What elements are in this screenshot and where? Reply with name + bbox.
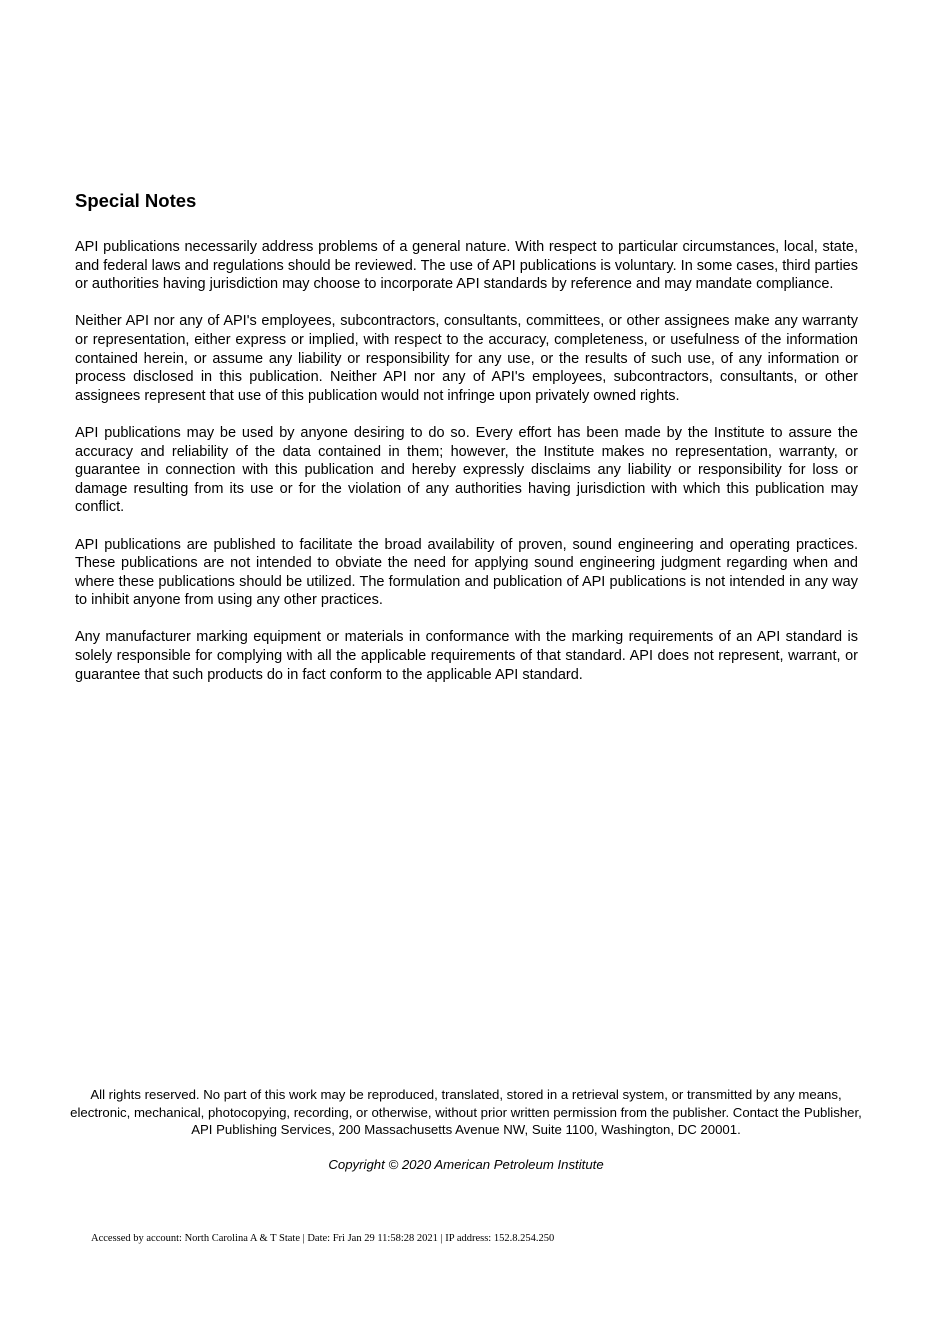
access-stamp: Accessed by account: North Carolina A & T State | Date: Fri Jan 29 11:58:28 2021 | IP address: 152.8.254.250	[91, 1233, 555, 1244]
paragraph: Neither API nor any of API's employees, subcontractors, consultants, committees, or other assignees make any warranty or representation, either express or implied, with respect to the accuracy, completeness, or usefulness of the information contained herein, or assume any liability or responsibility for any use, or the results of such use, of any information or process disclosed in this publication. Neither API nor any of API's employees, subcontractors, consultants, or other assignees represent that use of this publication would not infringe upon privately owned rights.	[75, 313, 858, 404]
special-notes-body	[75, 238, 858, 703]
paragraph: API publications are published to facilitate the broad availability of proven, sound engineering and operating practices. These publications are not intended to obviate the need for applying sound engineering judgment regarding when and where these publications should be utilized. The formulation and publication of API publications is not intended in any way to inhibit anyone from using any other practices.	[75, 536, 858, 609]
paragraph: API publications may be used by anyone desiring to do so. Every effort has been made by the Institute to assure the accuracy and reliability of the data contained in them; however, the Institute makes no representation, warranty, or guarantee in connection with this publication and hereby expressly disclaims any liability or responsibility for loss or damage resulting from its use or for the violation of any authorities having jurisdiction with which this publication may conflict.	[75, 424, 858, 516]
rights-notice: All rights reserved. No part of this work may be reproduced, translated, stored in a retrieval system, or transmitted by any means, electronic, mechanical, photocopying, recording, or otherwise, without prior written permission from the publisher. Contact the Publisher, API Publishing Services, 200 Massachusetts Avenue NW, Suite 1100, Washington, DC 20001.	[70, 1087, 862, 1138]
paragraph: Any manufacturer marking equipment or materials in conformance with the marking requirements of an API standard is solely responsible for complying with all the applicable requirements of that standard. API does not represent, warrant, or guarantee that such products do in fact conform to the applicable API standard.	[75, 629, 858, 683]
copyright-line: Copyright © 2020 American Petroleum Institute	[328, 1157, 604, 1172]
paragraph: API publications necessarily address problems of a general nature. With respect to particular circumstances, local, state, and federal laws and regulations should be reviewed. The use of API publications is voluntary. In some cases, third parties or authorities having jurisdiction may choose to incorporate API standards by reference and may mandate compliance.	[75, 239, 858, 293]
section-heading: Special Notes	[75, 190, 197, 211]
